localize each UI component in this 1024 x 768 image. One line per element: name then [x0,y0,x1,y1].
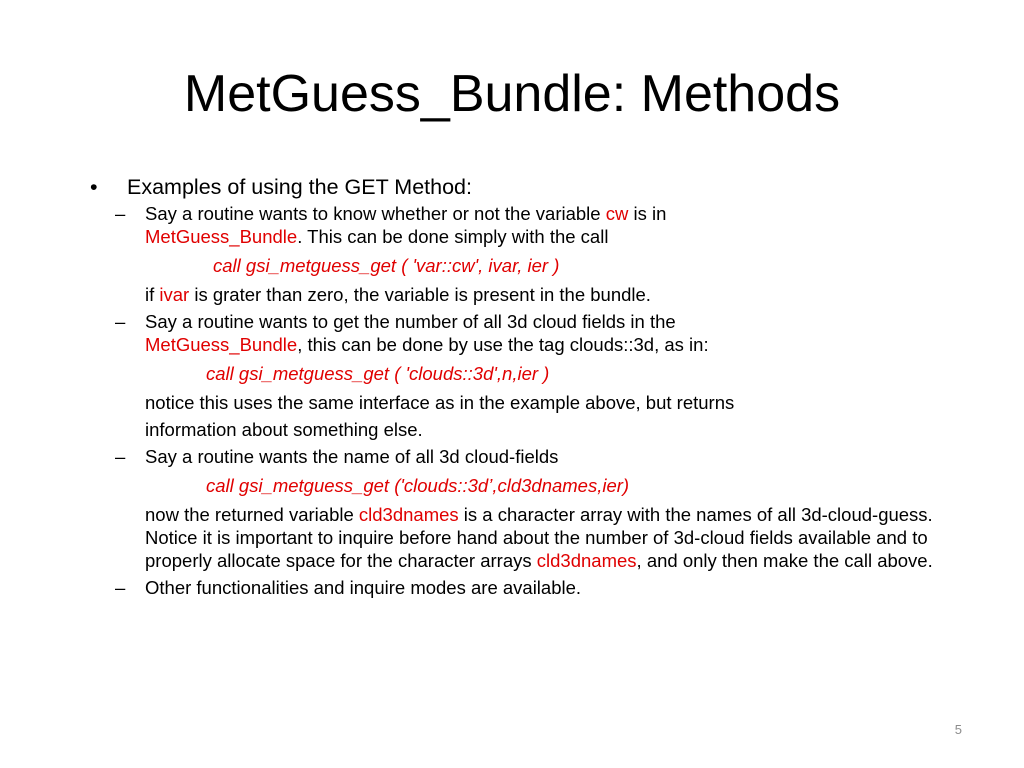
variable-cw: cw [605,203,629,224]
dash-icon: – [115,311,126,332]
code-snippet-cw: call gsi_metguess_get ( 'var::cw', ivar, ier ) [213,255,560,276]
text-part: . This can be done simply with the call [297,226,609,247]
sub-point-clouds-count [115,310,970,441]
text-part: , and only then make the call above. [636,550,933,571]
slide-content [90,172,970,599]
dash-icon: – [115,446,126,467]
sub-point-clouds-line1: Say a routine wants to get the number of all 3d cloud fields in the [145,311,676,332]
bullet-icon: • [90,175,98,199]
sub-point-clouds-note-line2: information about something else. [145,419,423,440]
sub-point-cw-line2 [145,225,970,248]
sub-point-other-text: Other functionalities and inquire modes are available. [145,577,582,598]
text-part: is a character array with the names of all 3d-cloud-guess. Notice it is important to inquire before hand about the number of 3d-cloud fields available and to properly allocate space for the character arrays [145,504,933,571]
code-snippet-cloud-names: call gsi_metguess_get ('clouds::3d’,cld3dnames,ier) [206,475,630,496]
text-part: , this can be done by use the tag clouds::3d, as in: [297,334,709,355]
text-part: if [145,284,160,305]
text-part: is in [628,203,667,224]
sub-point-other [115,576,970,599]
bundle-name: MetGuess_Bundle [145,226,298,247]
page-number: 5 [954,722,962,737]
bullet-point-get-method [90,172,970,202]
sub-point-cloud-names [115,445,970,572]
bundle-name: MetGuess_Bundle [145,334,298,355]
sub-point-cloud-names-line1: Say a routine wants the name of all 3d cloud-fields [145,446,559,467]
sub-point-cw-line1 [145,202,970,225]
slide-title: MetGuess_Bundle: Methods [183,65,841,123]
dash-icon: – [115,577,126,598]
text-part: is grater than zero, the variable is present in the bundle. [189,284,651,305]
dash-icon: – [115,203,126,224]
sub-point-cw [115,202,970,306]
variable-ivar: ivar [159,284,190,305]
variable-cld3dnames: cld3dnames [358,504,459,525]
variable-cld3dnames: cld3dnames [536,550,637,571]
code-snippet-clouds-count: call gsi_metguess_get ( 'clouds::3d',n,ier ) [206,363,550,384]
text-part: Say a routine wants to know whether or not the variable [145,203,606,224]
sub-point-cloud-names-note [145,503,970,572]
sub-point-clouds-line2 [145,333,970,356]
sub-point-clouds-note-line1: notice this uses the same interface as in the example above, but returns [145,392,735,413]
text-part: now the returned variable [145,504,359,525]
sub-point-cw-note [145,283,970,306]
bullet-text: Examples of using the GET Method: [127,175,472,199]
